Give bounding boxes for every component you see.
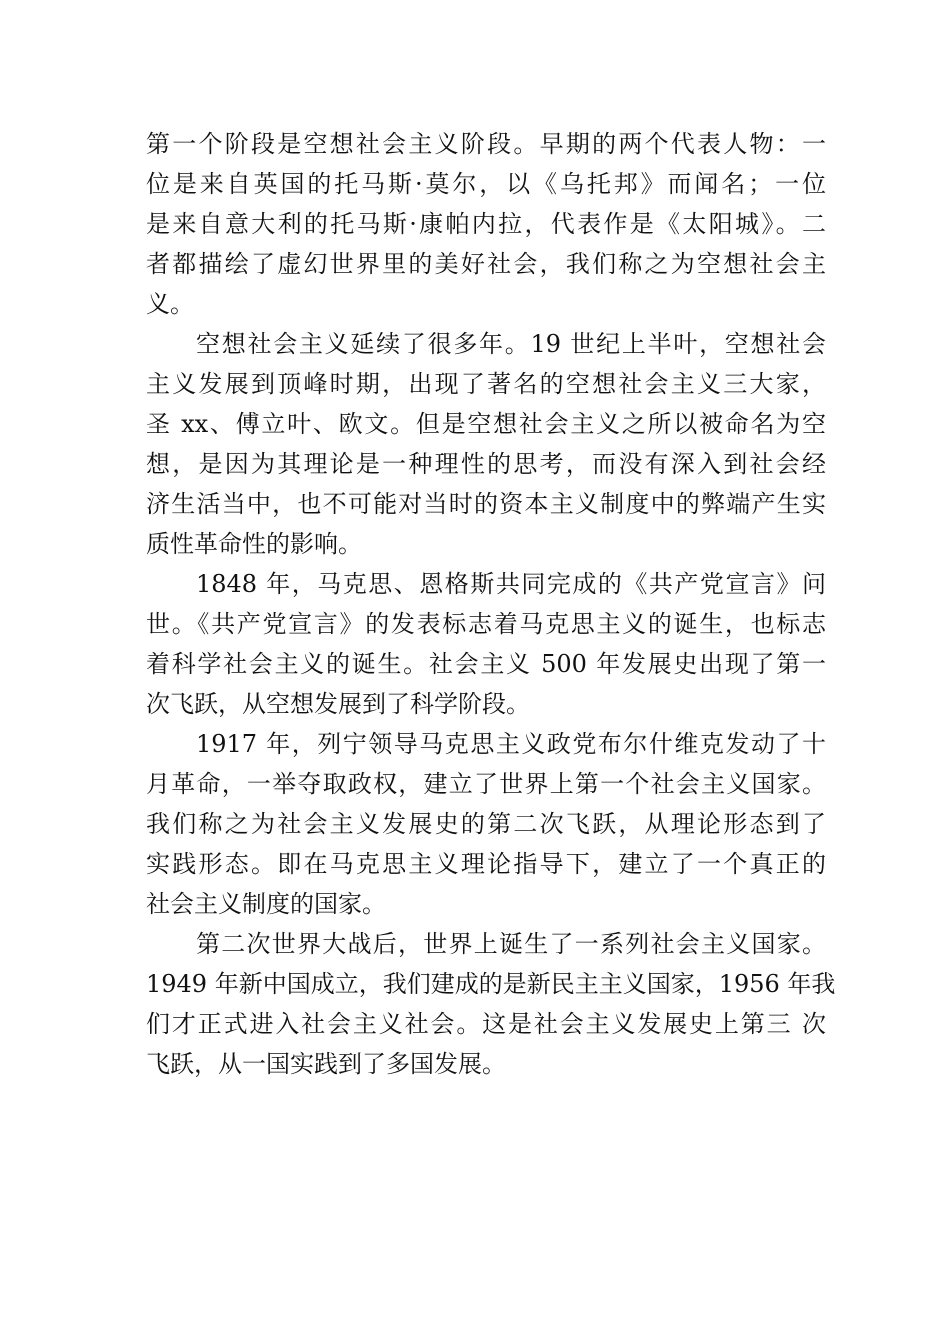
text-line: 济生活当中，也不可能对当时的资本主义制度中的弊端产生实	[146, 490, 826, 518]
text-line: 飞跃，从一国实践到了多国发展。	[146, 1050, 506, 1078]
text-line: 主义发展到顶峰时期，出现了著名的空想社会主义三大家，	[146, 370, 826, 398]
text-line: 圣 xx、傅立叶、欧文。但是空想社会主义之所以被命名为空	[146, 410, 826, 438]
paragraph-utopian-stage	[146, 124, 826, 324]
text-line: 第一个阶段是空想社会主义阶段。早期的两个代表人物：一	[146, 130, 826, 158]
text-line: 位是来自英国的托马斯·莫尔，以《乌托邦》而闻名；一位	[146, 170, 826, 198]
text-line: 第二次世界大战后，世界上诞生了一系列社会主义国家。	[196, 930, 826, 958]
text-line: 想，是因为其理论是一种理性的思考，而没有深入到社会经	[146, 450, 826, 478]
paragraph-utopian-continuation	[146, 324, 826, 564]
text-line: 我们称之为社会主义发展史的第二次飞跃，从理论形态到了	[146, 810, 826, 838]
text-line: 者都描绘了虚幻世界里的美好社会，我们称之为空想社会主	[146, 250, 826, 278]
paragraph-post-war	[146, 924, 836, 1084]
text-line: 世。《共产党宣言》的发表标志着马克思主义的诞生，也标志	[146, 610, 826, 638]
document-body	[146, 124, 836, 1084]
paragraph-october-revolution	[146, 724, 826, 924]
text-line: 月革命，一举夺取政权，建立了世界上第一个社会主义国家。	[146, 770, 826, 798]
text-line: 实践形态。即在马克思主义理论指导下，建立了一个真正的	[146, 850, 826, 878]
text-line: 1949 年新中国成立，我们建成的是新民主主义国家，1956 年我	[146, 970, 836, 998]
text-line: 1917 年，列宁领导马克思主义政党布尔什维克发动了十	[196, 730, 826, 758]
text-line: 社会主义制度的国家。	[146, 890, 386, 918]
text-line: 着科学社会主义的诞生。社会主义 500 年发展史出现了第一	[146, 650, 826, 678]
text-line: 空想社会主义延续了很多年。19 世纪上半叶，空想社会	[196, 330, 826, 358]
text-line: 次飞跃，从空想发展到了科学阶段。	[146, 690, 530, 718]
text-line: 1848 年，马克思、恩格斯共同完成的《共产党宣言》问	[196, 570, 826, 598]
text-line: 质性革命性的影响。	[146, 530, 362, 558]
text-line: 义。	[146, 290, 194, 318]
paragraph-communist-manifesto	[146, 564, 826, 724]
text-line: 们才正式进入社会主义社会。这是社会主义发展史上第三 次	[146, 1010, 826, 1038]
text-line: 是来自意大利的托马斯·康帕内拉，代表作是《太阳城》。二	[146, 210, 826, 238]
